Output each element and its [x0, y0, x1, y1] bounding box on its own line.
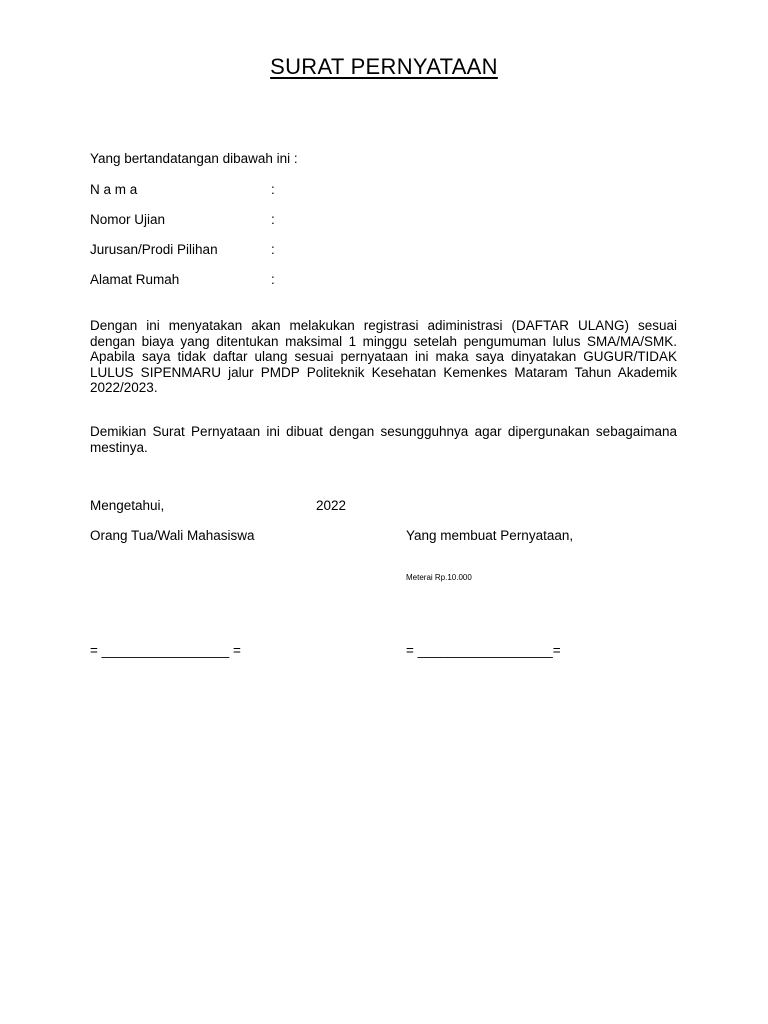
field-nama	[90, 182, 490, 200]
field-alamat-rumah	[90, 272, 490, 290]
statement-paragraph: Dengan ini menyatakan akan melakukan registrasi adiministrasi (DAFTAR ULANG) sesuai dengan biaya yang ditentukan maksimal 1 minggu setelah pengumuman lulus SMA/MA/SMK. Apabila saya tidak daftar ulang sesuai pernyataan ini maka saya dinyatakan GUGUR/TIDAK LULUS SIPENMARU jalur PMDP Politeknik Kesehatan Kemenkes Mataram Tahun Akademik 2022/2023.	[90, 318, 677, 395]
right-signer-label: Yang membuat Pernyataan,	[406, 528, 574, 543]
field-label: Nomor Ujian	[90, 212, 166, 227]
document-title: SURAT PERNYATAAN	[270, 54, 498, 79]
closing-paragraph: Demikian Surat Pernyataan ini dibuat dengan sesungguhnya agar dipergunakan sebagaimana mestinya.	[90, 424, 677, 455]
field-colon: :	[271, 272, 275, 287]
field-colon: :	[271, 212, 275, 227]
year-text: 2022	[316, 498, 347, 513]
field-label: Jurusan/Prodi Pilihan	[90, 242, 218, 257]
mengetahui-label: Mengetahui,	[90, 498, 165, 513]
left-signature-line: = _________________ =	[90, 643, 241, 658]
field-label: N a m a	[90, 182, 138, 197]
field-colon: :	[271, 242, 275, 257]
field-nomor-ujian	[90, 212, 490, 230]
field-label: Alamat Rumah	[90, 272, 180, 287]
right-signature-line: = __________________=	[406, 643, 561, 658]
field-jurusan-prodi	[90, 242, 490, 260]
field-colon: :	[271, 182, 275, 197]
meterai-label: Meterai Rp.10.000	[406, 573, 472, 582]
left-signer-label: Orang Tua/Wali Mahasiswa	[90, 528, 255, 543]
intro-text: Yang bertandatangan dibawah ini :	[90, 151, 298, 166]
